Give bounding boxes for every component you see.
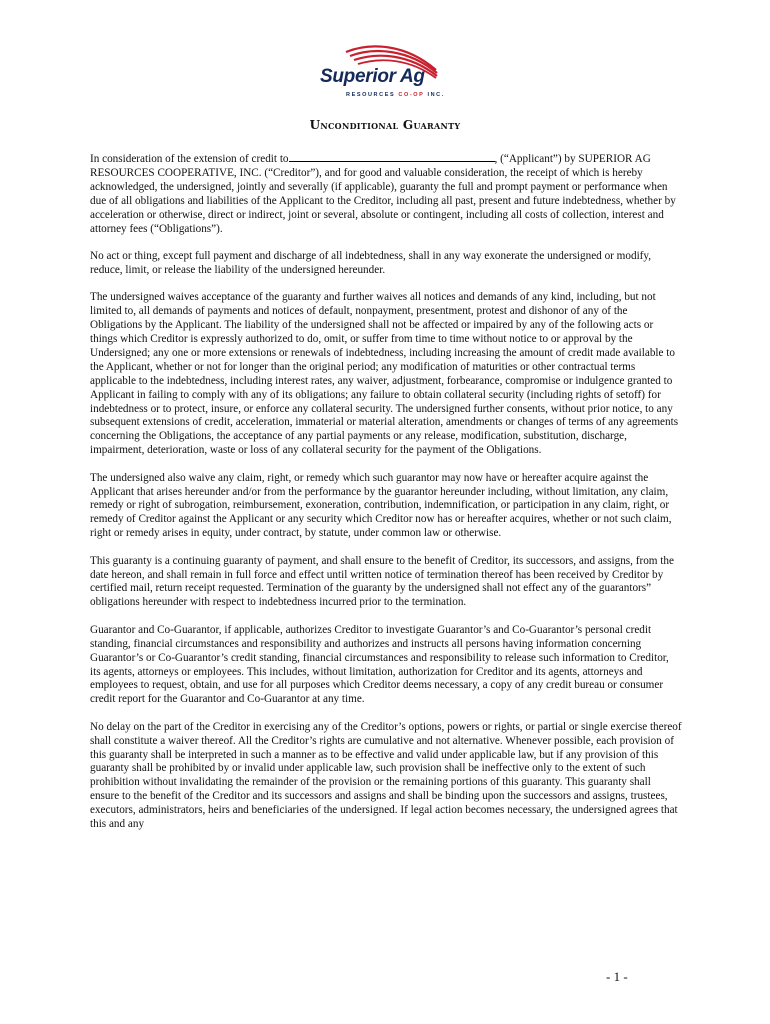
paragraph-7: No delay on the part of the Creditor in exercising any of the Creditor’s options, powers or rights, or partial or single exercise thereof shall constitute a waiver thereof. All the Creditor’s rights are cumulative and not alternative. Whenever possible, each provision of this guaranty shall be interpreted in such a manner as to be effective and valid under applicable law, but if any provision of this guaranty shall be prohibited by or invalid under applicable law, such provision shall be ineffective only to the extent of such prohibition without invalidating the remainder of the provision or the remaining portions of this guaranty. This guaranty shall ensure to the benefit of the Creditor and its successors and assigns and shall be binding upon the successors and assigns, trustees, executors, administrators, heirs and beneficiaries of the undersigned. If legal action becomes necessary, the undersigned agrees that this and any <box>90 720 682 831</box>
company-logo <box>316 40 456 108</box>
page-number: - 1 - <box>606 969 628 984</box>
logo-name: Superior Ag <box>320 66 425 87</box>
paragraph-2: No act or thing, except full payment and discharge of all indebtedness, shall in any way exonerate the undersigned or modify, reduce, limit, or release the liability of the undersigned hereunder. <box>90 249 652 276</box>
paragraph-1: In consideration of the extension of credit to , (“Applicant”) by SUPERIOR AG RESOURCES COOPERATIVE, INC. (“Creditor”), and for good and valuable consideration, the receipt of which is hereby acknowledged, the undersigned, jointly and severally (if applicable), guaranty the full and prompt payment or performance when due of all obligations and liabilities of the Applicant to the Creditor, including all past, present and future indebtedness, whether by acceleration or otherwise, direct or indirect, joint or several, absolute or contingent, including all costs of collection, interest and attorney fees (“Obligations”). <box>90 153 676 235</box>
paragraph-6: Guarantor and Co-Guarantor, if applicable, authorizes Creditor to investigate Guarantor’s and Co-Guarantor’s personal credit standing, financial circumstances and responsibility and authorizes and instructs all persons having information concerning Guarantor’s or Co-Guarantor’s credit standing, financial circumstances and responsibility to release such information to Creditor, its agents, attorneys or employees. This includes, without limitation, authorization for Creditor and its agents, attorneys and employees to request, obtain, and use for all purposes which Creditor deems necessary, a copy of any credit bureau or consumer credit report for the Guarantor and Co-Guarantor at any time. <box>90 623 669 706</box>
document-title: Unconditional Guaranty <box>309 118 461 132</box>
paragraph-3: The undersigned waives acceptance of the guaranty and further waives all notices and demands of any kind, including, but not limited to, all demands of payments and notices of default, nonpayment, presentment, protest and dishonor of any of the Obligations by the Applicant. The liability of the undersigned shall not be affected or impaired by any of the following acts or things which Creditor is expressly authorized to do, omit, or suffer from time to time without notice to or approval by the Undersigned; any one or more extensions or renewals of indebtedness, including increasing the amount of credit made available to the Applicant, whether or not for longer than the original period; any modification of maturities or other contractual terms applicable to the indebtedness, including interest rates, any waiver, adjustment, forbearance, compromise or indulgence granted to Applicant in failing to comply with any of its obligations; any failure to obtain collateral security (including rights of setoff) for indebtedness or to protect, insure, or enforce any collateral security. The undersigned further consents, without prior notice, to any subsequent extensions of credit, acceleration, immaterial or material alteration, amendments or changes of terms of any agreements concerning the Obligations, the acceptance of any partial payments or any release, modification, substitution, discharge, impairment, deterioration, waste or loss of any collateral security for the payment of the Obligations. <box>90 291 679 457</box>
document-body <box>90 152 682 845</box>
logo-subtitle: RESOURCES CO-OP INC. <box>346 92 445 98</box>
paragraph-4: The undersigned also waive any claim, right, or remedy which such guarantor may now have or hereafter acquire against the Applicant that arises hereunder and/or from the performance by the guarantor hereunder including, without limitation, any claim, remedy or right of subrogation, reimbursement, exoneration, contribution, indemnification, or participation in any claim, right, or remedy of Creditor against the Applicant or any security which Creditor now has or hereafter acquires, whether or not such claim, right or remedy arises in equity, under contract, by statute, under common law or otherwise. <box>90 471 672 540</box>
applicant-name-blank[interactable] <box>289 152 495 162</box>
paragraph-5: This guaranty is a continuing guaranty of payment, and shall ensure to the benefit of Creditor, its successors, and assigns, from the date hereon, and shall remain in full force and effect until written notice of termination thereof has been received by Creditor by certified mail, return receipt requested. Termination of the guaranty by the undersigned shall not effect any of the guarantors” obligations hereunder with respect to indebtedness incurred prior to the termination. <box>90 554 674 609</box>
